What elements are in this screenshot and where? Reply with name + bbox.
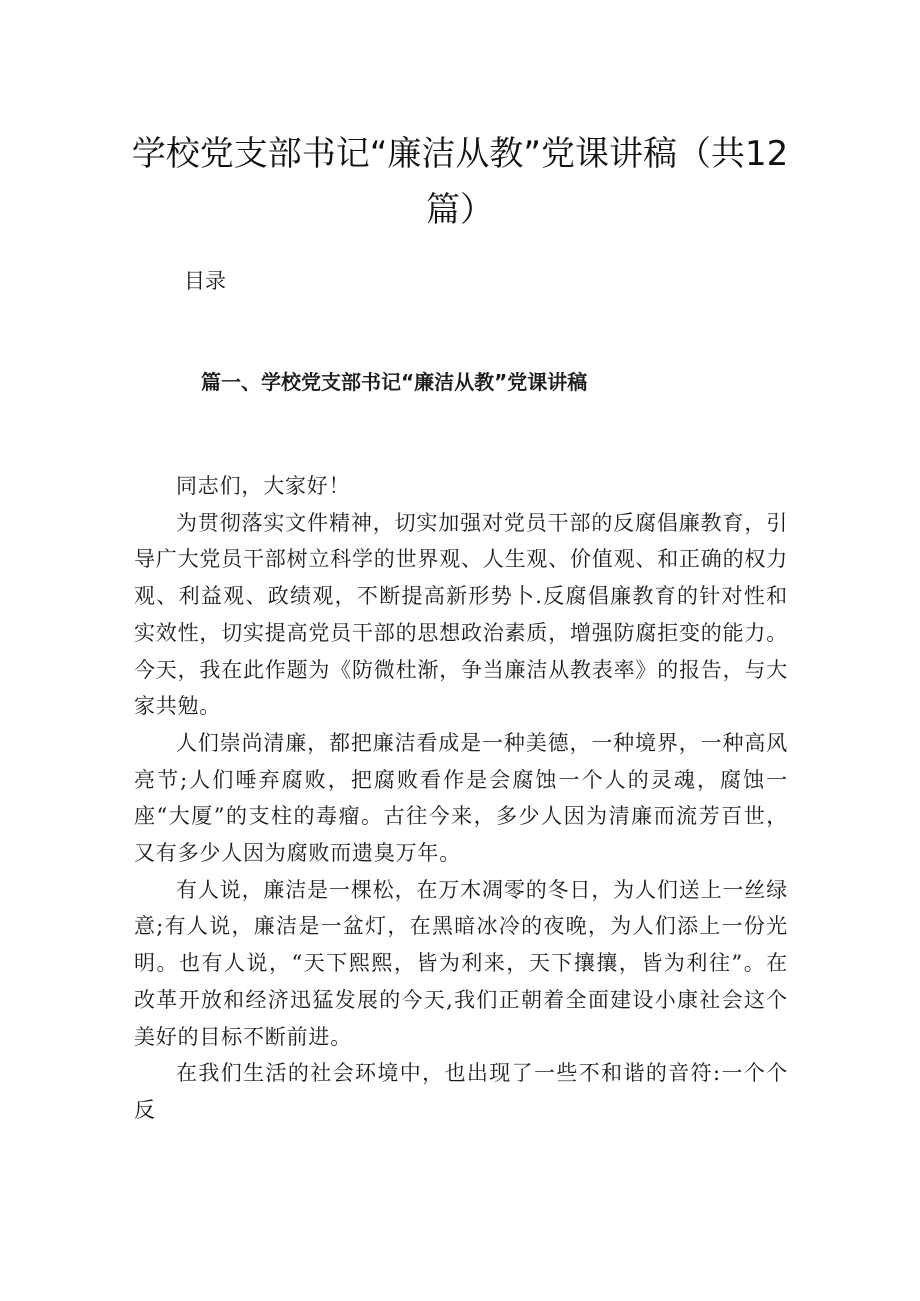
paragraph: 在我们生活的社会环境中，也出现了一些不和谐的音符:一个个反 [134, 1061, 788, 1122]
body-text [134, 468, 788, 1129]
toc-label: 目录 [184, 269, 226, 293]
document-title: 学校党支部书记“廉洁从教”党课讲稿（共12篇） [131, 134, 789, 230]
chapter-heading: 篇一、学校党支部书记“廉洁从教”党课讲稿 [201, 370, 588, 394]
paragraph-greeting: 同志们，大家好！ [176, 474, 351, 498]
paragraph: 人们崇尚清廉，都把廉洁看成是一种美德，一种境界，一种高风亮节;人们唾弃腐败，把腐败看作是会腐蚀一个人的灵魂，腐蚀一座“大厦”的支柱的毒瘤。古往今来，多少人因为清廉而流芳百世，又有多少人因为腐败而遗臭万年。 [134, 730, 788, 866]
paragraph: 有人说，廉洁是一棵松，在万木凋零的冬日，为人们送上一丝绿意;有人说，廉洁是一盆灯，在黑暗冰冷的夜晚，为人们添上一份光明。也有人说，“天下熙熙，皆为利来，天下攘攘，皆为利往”。在改革开放和经济迅猛发展的今天,我们正朝着全面建设小康社会这个美好的目标不断前进。 [134, 877, 788, 1049]
paragraph: 为贯彻落实文件精神，切实加强对党员干部的反腐倡廉教育，引导广大党员干部树立科学的世界观、人生观、价值观、和正确的权力观、利益观、政绩观，不断提高新形势卜.反腐倡廉教育的针对性和实效性，切实提高党员干部的思想政治素质，增强防腐拒变的能力。今天，我在此作题为《防微杜渐，争当廉洁从教表率》的报告，与大家共勉。 [134, 510, 788, 719]
